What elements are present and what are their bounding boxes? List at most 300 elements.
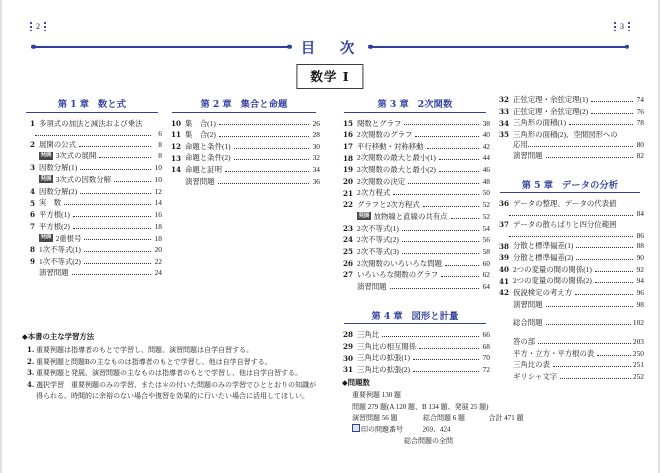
toc-entry-number: 9 (29, 257, 35, 267)
chapter-number: 第 1 章 (57, 99, 89, 110)
back-matter-page: 102 (632, 318, 644, 328)
leader-dots (73, 216, 151, 217)
toc-column-2 (168, 96, 320, 189)
toc-column-3 (340, 96, 490, 378)
toc-entry-line-2 (496, 232, 644, 240)
leader-dots (390, 288, 479, 289)
back-matter-label: 総合問題 (513, 318, 543, 328)
toc-entry-page: 68 (482, 341, 490, 351)
toc-entry-label-cont: 応用 (513, 140, 528, 150)
back-matter-label: ギリシャ文字 (513, 372, 558, 382)
toc-entry-number: 6 (29, 210, 35, 220)
toc-entry[interactable] (340, 271, 490, 279)
study-method-item (22, 368, 322, 379)
toc-entry-label: 多項式の加法と減法および乗法 (39, 118, 143, 128)
toc-entry-label: 2次不等式(3) (357, 246, 399, 256)
toc-entry-page: 16 (154, 209, 162, 219)
toc-entry-number: 33 (498, 106, 509, 116)
toc-entry-page: 52 (482, 200, 490, 210)
chapter-heading[interactable] (344, 96, 486, 113)
toc-entry-label: 2次不等式(1) (357, 223, 399, 233)
toc-entry-page: 18 (154, 221, 162, 231)
toc-entry[interactable] (496, 289, 644, 297)
back-matter-page: 250 (632, 348, 644, 358)
back-matter-entry[interactable] (496, 338, 644, 346)
leader-dots (218, 183, 309, 184)
toc-entry-page: 82 (636, 151, 644, 161)
toc-entry-page: 8 (158, 151, 162, 161)
leader-dots (419, 348, 479, 349)
toc-entry[interactable] (168, 131, 320, 139)
toc-entry-label: 仮説検定の考え方 (513, 288, 573, 298)
leader-dots (402, 241, 479, 242)
toc-entry[interactable] (168, 178, 320, 186)
toc-entry[interactable] (340, 283, 490, 291)
toc-entry-label: 三角比の拡張(1) (357, 353, 410, 363)
toc-entry-number: 20 (342, 176, 353, 186)
toc-entry[interactable] (340, 236, 490, 244)
study-method-text: 選択学習 重要例題のみの学習、または＊の付いた問題のみの学習でひととおりの知識が得られる。時間的に余裕のない場合や復習を効果的に行いたい場合に活用してほしい。 (36, 381, 316, 400)
leader-dots (546, 157, 633, 158)
chapter-heading[interactable] (344, 308, 486, 325)
leader-dots (575, 294, 633, 295)
toc-entry-label: 2次関数の決定 (357, 176, 406, 186)
page-number-right: 3 (620, 22, 624, 31)
toc-entry-number: 23 (342, 223, 353, 233)
toc-entry-page: 54 (482, 223, 490, 233)
toc-entry-number: 26 (342, 258, 353, 268)
study-method-number: 2. (27, 356, 35, 366)
toc-entry-label: 集 合(1) (185, 118, 216, 128)
toc-entry-number: 14 (170, 165, 181, 175)
toc-entry-label: データの整理、データの代表値 (513, 199, 617, 209)
chapter-name: 数と式 (98, 99, 127, 110)
toc-entry-number: 4 (29, 186, 35, 196)
advanced-badge: 発展 (40, 234, 52, 241)
toc-entry-page: 44 (482, 153, 490, 163)
toc-entry-page: 84 (636, 209, 644, 219)
toc-entry-line-2 (22, 130, 162, 138)
toc-entry-label: 三角比 (357, 330, 380, 340)
folio-dots-icon (30, 22, 32, 31)
leader-dots (569, 124, 633, 125)
toc-entry-number: 41 (498, 276, 509, 286)
leader-dots (225, 171, 309, 172)
toc-entry[interactable] (496, 221, 644, 239)
toc-entry[interactable] (22, 269, 162, 277)
leader-dots (382, 336, 479, 337)
chapter-number: 第 3 章 (377, 99, 409, 110)
toc-column-1 (22, 96, 162, 281)
toc-entry-number: 25 (342, 247, 353, 257)
toc-entry[interactable] (22, 164, 162, 172)
chapter-name: 2次関数 (417, 99, 453, 110)
toc-entry[interactable] (340, 120, 490, 128)
toc-entry-number: 37 (498, 220, 509, 230)
toc-entry-label: 2次関数の最大と最小(2) (357, 165, 436, 175)
toc-entry-number: 3 (29, 163, 35, 173)
toc-entry-label: 平行移動・対称移動 (357, 141, 424, 151)
leader-dots (99, 157, 151, 158)
toc-entry[interactable] (168, 120, 320, 128)
leader-dots (423, 206, 479, 207)
leader-dots (451, 218, 479, 219)
toc-entry-number: 27 (342, 270, 353, 280)
toc-column-4 (496, 96, 644, 385)
toc-entry-number: 7 (29, 221, 35, 231)
leader-dots (79, 146, 151, 147)
toc-entry-label: 集 合(2) (185, 130, 216, 140)
toc-entry-page: 98 (636, 299, 644, 309)
leader-dots (591, 113, 633, 114)
leader-dots (576, 259, 633, 260)
toc-entry[interactable] (496, 266, 644, 274)
toc-entry[interactable] (168, 154, 320, 162)
toc-entry-page: 26 (312, 118, 320, 128)
leader-dots (546, 306, 633, 307)
toc-entry-label: 2つの変量の間の関係(2) (513, 276, 592, 286)
toc-entry[interactable] (22, 258, 162, 266)
marked-problem-numbers: 269、424 (422, 425, 451, 434)
toc-entry[interactable] (168, 143, 320, 151)
toc-entry-line-1 (22, 120, 162, 128)
toc-entry-page: 86 (636, 230, 644, 240)
toc-entry[interactable] (496, 242, 644, 250)
leader-dots (393, 194, 479, 195)
toc-entry-label: 関数とグラフ (357, 118, 402, 128)
toc-entry-page: 78 (636, 118, 644, 128)
toc-entry-page: 46 (482, 165, 490, 175)
toc-entry-label: 命題と条件(1) (185, 141, 231, 151)
toc-entry[interactable] (340, 201, 490, 209)
toc-entry-page: 42 (482, 141, 490, 151)
problem-counts-note (342, 377, 632, 448)
toc-entry-label: 分散と標準偏差(2) (513, 253, 574, 263)
toc-entry[interactable] (22, 211, 162, 219)
toc-entry-number: 39 (498, 253, 509, 263)
toc-entry-page: 58 (482, 246, 490, 256)
toc-entry-page: 96 (636, 288, 644, 298)
toc-entry-number: 11 (170, 130, 181, 140)
toc-entry[interactable] (496, 152, 644, 160)
leader-dots (439, 159, 479, 160)
toc-entry-page: 92 (636, 264, 644, 274)
leader-dots (219, 124, 309, 125)
toc-entry-label: データの散らばりと四分位範囲 (513, 220, 617, 230)
toc-entry-page: 20 (154, 245, 162, 255)
toc-entry[interactable] (340, 178, 490, 186)
toc-entry-label: 演習問題 (513, 151, 543, 161)
toc-entry-page: 48 (482, 176, 490, 186)
toc-entry[interactable] (340, 166, 490, 174)
toc-entry-number: 13 (170, 153, 181, 163)
toc-entry-page: 30 (312, 141, 320, 151)
leader-dots (546, 324, 631, 325)
toc-entry-page: 40 (482, 130, 490, 140)
toc-entry-label: 分散と標準偏差(1) (513, 241, 574, 251)
chapter-name: 集合と命題 (240, 99, 288, 110)
toc-entry[interactable] (22, 199, 162, 207)
toc-entry-number: 22 (342, 200, 353, 210)
toc-entry-label: 2次関数のグラフ (357, 130, 413, 140)
leader-dots (509, 236, 633, 237)
toc-entry[interactable] (496, 119, 644, 127)
toc-entry[interactable] (22, 246, 162, 254)
back-matter-entry[interactable] (496, 319, 644, 327)
toc-entry[interactable] (22, 176, 162, 184)
advanced-badge: 発展 (358, 212, 370, 219)
toc-entry[interactable] (496, 301, 644, 309)
toc-entry[interactable] (496, 108, 644, 116)
toc-entry-page: 18 (154, 233, 162, 243)
study-method-number: 3. (27, 368, 35, 378)
study-method-text: 重要例題は指導者のもとで学習し、問題、演習問題は自学自習する。 (36, 345, 253, 354)
toc-entry-page: 10 (154, 175, 162, 185)
toc-entry-number: 1 (29, 118, 35, 128)
toc-entry-label: 命題と証明 (185, 165, 222, 175)
study-method-item (22, 357, 322, 368)
toc-entry-number: 31 (342, 365, 353, 375)
toc-entry-line-2 (496, 210, 644, 218)
page-edge-left (0, 0, 2, 473)
toc-entry-number: 24 (342, 235, 353, 245)
chapter-heading[interactable] (172, 96, 316, 113)
toc-entry-label: 平方根(2) (39, 221, 70, 231)
toc-entry[interactable] (340, 343, 490, 351)
leader-dots (234, 159, 309, 160)
toc-entry[interactable] (340, 331, 490, 339)
exercise-count: 演習問題 56 題 (352, 414, 398, 423)
chapter-heading[interactable] (26, 96, 158, 113)
toc-entry-label: 三角形の面積(2)、空間図形への (513, 129, 618, 139)
toc-entry[interactable] (496, 96, 644, 104)
page-title: 目 次 (300, 39, 360, 57)
leader-dots (528, 146, 633, 147)
back-matter-entry[interactable] (496, 350, 644, 358)
toc-entry-label: 正弦定理・余弦定理(1) (513, 95, 589, 104)
toc-entry-label: 三角比の拡張(2) (357, 365, 410, 375)
toc-entry-label: 平方根(1) (39, 209, 70, 219)
problem-counts-line-2: 問題 279 題(A 120 題、B 134 題、発展 25 題) (352, 402, 489, 411)
toc-entry-number: 42 (498, 288, 509, 298)
toc-entry[interactable] (340, 248, 490, 256)
leader-dots (402, 253, 479, 254)
toc-entry[interactable] (340, 189, 490, 197)
toc-entry[interactable] (22, 152, 162, 160)
title-rule-right (369, 46, 628, 47)
toc-entry-label: 2次不等式(2) (357, 235, 399, 245)
folio-dots-icon (44, 22, 46, 31)
toc-entry-page: 36 (312, 176, 320, 186)
toc-entry-page: 72 (482, 365, 490, 375)
toc-entry-page: 64 (482, 281, 490, 291)
chapter-number: 第 2 章 (200, 99, 232, 110)
toc-entry-label: 3次式の因数分解 (55, 175, 112, 185)
toc-entry-label: 演習問題 (39, 268, 69, 278)
toc-entry[interactable] (340, 143, 490, 151)
marker-box-icon (352, 424, 360, 432)
toc-entry-number: 40 (498, 264, 509, 274)
toc-entry-number: 15 (342, 118, 353, 128)
total-count: 合計 471 題 (488, 414, 524, 423)
toc-entry-number: 30 (342, 353, 353, 363)
leader-dots (234, 148, 309, 149)
toc-entry-page: 76 (636, 106, 644, 116)
toc-entry-label: 2次方程式 (357, 188, 391, 198)
folio-dots-icon (628, 22, 630, 31)
leader-dots (413, 371, 479, 372)
toc-entry-page: 94 (636, 276, 644, 286)
toc-entry-page: 24 (154, 268, 162, 278)
toc-entry-label: 実 数 (39, 198, 62, 208)
leader-dots (415, 136, 479, 137)
leader-dots (441, 276, 479, 277)
toc-entry-number: 21 (342, 188, 353, 198)
toc-entry[interactable] (496, 277, 644, 285)
toc-entry-page: 90 (636, 253, 644, 263)
leader-dots (576, 247, 633, 248)
comprehensive-count: 総合問題 6 題 (423, 414, 465, 423)
toc-entry[interactable] (340, 154, 490, 162)
leader-dots (404, 124, 479, 125)
spacer (340, 295, 490, 308)
toc-entry-label: いろいろな関数のグラフ (357, 270, 439, 280)
leader-dots (597, 355, 631, 356)
leader-dots (72, 274, 151, 275)
chapter-heading[interactable] (500, 177, 640, 194)
toc-entry-label: 放物線と直線の共有点 (373, 211, 448, 221)
toc-title-row (32, 38, 628, 56)
problem-counts-line-1: 重要例題 130 題 (352, 391, 401, 400)
toc-entry[interactable] (340, 225, 490, 233)
toc-entry-number: 18 (342, 153, 353, 163)
leader-dots (35, 135, 151, 136)
toc-entry[interactable] (340, 354, 490, 362)
toc-entry-line-1 (496, 131, 644, 139)
study-method-item (22, 380, 322, 401)
toc-entry-page: 74 (636, 95, 644, 104)
toc-entry-label: 1次不等式(1) (39, 245, 81, 255)
toc-entry[interactable] (340, 131, 490, 139)
study-method-number: 4. (27, 380, 35, 390)
toc-entry-line-2 (496, 141, 644, 149)
toc-entry-label: グラフと2次方程式 (357, 200, 420, 210)
leader-dots (84, 239, 151, 240)
folio-right (614, 22, 630, 31)
toc-entry-label: 因数分解(2) (39, 186, 78, 196)
leader-dots (408, 183, 479, 184)
toc-entry-number: 32 (498, 95, 509, 105)
marked-problem-label: 印の問題番号 (361, 425, 403, 434)
leader-dots (73, 228, 151, 229)
back-matter-page: 251 (632, 360, 644, 370)
leader-dots (553, 366, 631, 367)
toc-entry-number: 34 (498, 118, 509, 128)
chapter-name: データの分析 (561, 179, 619, 191)
study-methods-list (22, 345, 322, 402)
toc-entry[interactable] (340, 213, 490, 221)
toc-entry[interactable] (340, 260, 490, 268)
toc-entry[interactable] (22, 188, 162, 196)
toc-entry[interactable] (496, 131, 644, 149)
leader-dots (80, 169, 151, 170)
back-matter-entry[interactable] (496, 361, 644, 369)
chapter-number: 第 4 章 (371, 310, 403, 322)
toc-entry-number: 17 (342, 142, 353, 152)
toc-entry-label: 演習問題 (185, 176, 215, 186)
toc-entry-page: 32 (312, 153, 320, 163)
leader-dots (80, 193, 151, 194)
toc-entry-page: 10 (154, 163, 162, 173)
study-method-number: 1. (27, 344, 35, 354)
toc-entry-label: 1次不等式(2) (39, 256, 81, 266)
toc-entry-number: 5 (29, 198, 35, 208)
leader-dots (84, 263, 151, 264)
page-number-left: 2 (36, 22, 40, 31)
toc-entry-page: 14 (154, 198, 162, 208)
study-methods-heading: ◆本書の主な学習方法 (22, 332, 95, 341)
toc-entry[interactable] (340, 366, 490, 374)
toc-entry-label: 三角形の面積(1) (513, 118, 566, 128)
leader-dots (445, 265, 479, 266)
toc-entry[interactable] (22, 120, 162, 138)
toc-entry-label: 3次式の展開 (55, 151, 97, 161)
toc-entry-page: 52 (482, 211, 490, 221)
back-matter-label: 平方・立方・平方根の表 (513, 348, 595, 358)
toc-entry-number: 29 (342, 341, 353, 351)
chapter-number: 第 5 章 (521, 179, 553, 191)
subject-badge: 数学 I (296, 64, 363, 89)
leader-dots (538, 343, 631, 344)
leader-dots (439, 171, 479, 172)
back-matter-label: 三角比の表 (513, 360, 550, 370)
study-method-text: 重要例題と発展、演習問題の主なものは指導者のもとで学習し、他は自学自習する。 (36, 369, 302, 378)
leader-dots (413, 359, 479, 360)
toc-entry-page: 70 (482, 353, 490, 363)
toc-entry-page: 12 (154, 186, 162, 196)
toc-entry[interactable] (22, 141, 162, 149)
toc-entry[interactable] (496, 200, 644, 218)
toc-entry-number: 8 (29, 245, 35, 255)
leader-dots (402, 230, 479, 231)
toc-entry-label: 演習問題 (513, 299, 543, 309)
toc-entry[interactable] (22, 223, 162, 231)
chapter-name: 図形と計量 (411, 310, 459, 322)
leader-dots (595, 271, 633, 272)
toc-entry-label: 演習問題 (357, 281, 387, 291)
toc-entry[interactable] (22, 234, 162, 242)
toc-entry-page: 34 (312, 165, 320, 175)
toc-entry-number: 35 (498, 129, 509, 139)
title-rule-left (32, 46, 291, 47)
toc-entry-page: 80 (636, 140, 644, 150)
toc-entry[interactable] (496, 254, 644, 262)
toc-entry-label: 2次関数の最大と最小(1) (357, 153, 436, 163)
toc-entry-page: 56 (482, 235, 490, 245)
toc-entry-number: 16 (342, 130, 353, 140)
toc-entry[interactable] (168, 166, 320, 174)
toc-entry-label: 正弦定理・余弦定理(2) (513, 106, 589, 116)
toc-entry-label: 展開の公式 (39, 139, 76, 149)
toc-entry-page: 88 (636, 241, 644, 251)
study-method-item (22, 345, 322, 356)
back-matter-page: 252 (632, 372, 644, 382)
problem-counts-line-5: 総合問題の全問 (404, 437, 453, 446)
leader-dots (64, 204, 151, 205)
toc-entry-page: 50 (482, 188, 490, 198)
leader-dots (219, 136, 309, 137)
leader-dots (509, 215, 633, 216)
